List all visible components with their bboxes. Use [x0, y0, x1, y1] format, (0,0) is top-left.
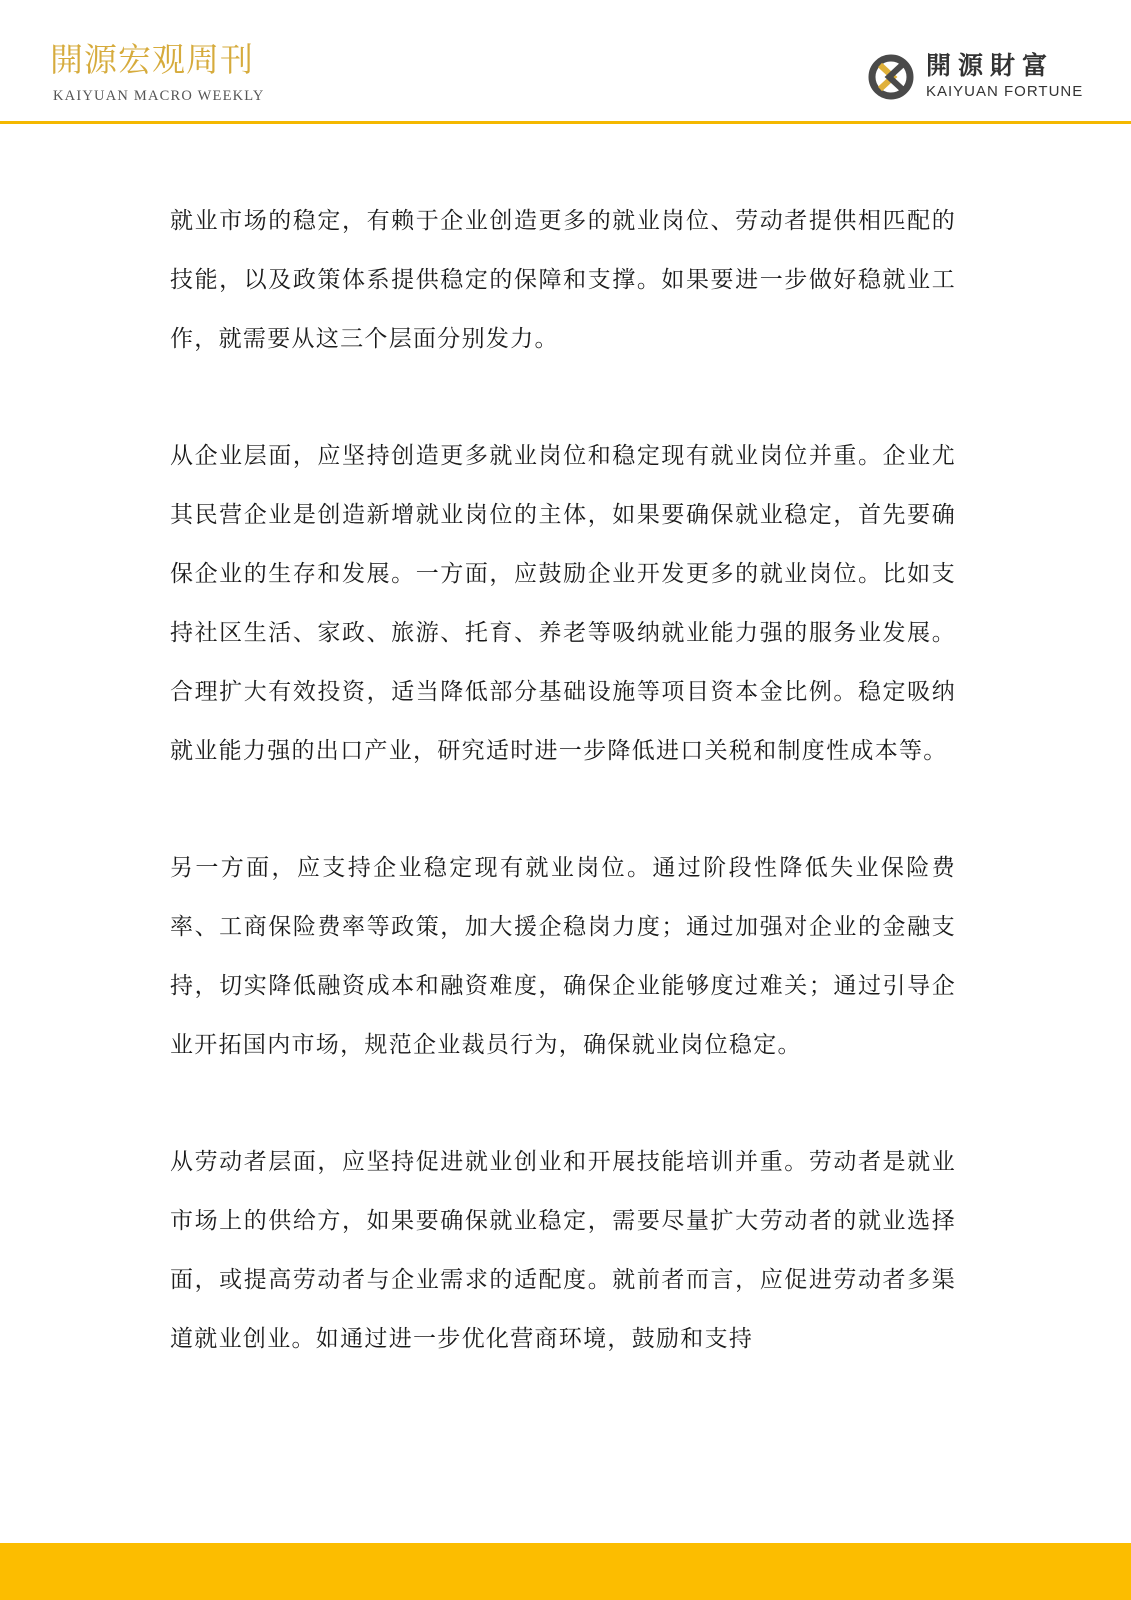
paragraph: 从劳动者层面，应坚持促进就业创业和开展技能培训并重。劳动者是就业市场上的供给方，如果要确保就业稳定，需要尽量扩大劳动者的就业选择面，或提高劳动者与企业需求的适配度。就前者而言，应促进劳动者多渠道就业创业。如通过进一步优化营商环境，鼓励和支持 — [170, 1149, 956, 1352]
paragraph: 就业市场的稳定，有赖于企业创造更多的就业岗位、劳动者提供相匹配的技能，以及政策体系提供稳定的保障和支撑。如果要进一步做好稳就业工作，就需要从这三个层面分别发力。 — [170, 208, 956, 352]
paragraph: 另一方面，应支持企业稳定现有就业岗位。通过阶段性降低失业保险费率、工商保险费率等政策，加大援企稳岗力度；通过加强对企业的金融支持，切实降低融资成本和融资难度，确保企业能够度过难关；通过引导企业开拓国内市场，规范企业裁员行为，确保就业岗位稳定。 — [170, 855, 956, 1058]
publication-title: 開源宏观周刊 — [50, 40, 254, 79]
footer-band — [0, 1543, 1131, 1600]
logo-chinese-name: 開源財富 — [926, 51, 1055, 80]
publication-subtitle: KAIYUAN MACRO WEEKLY — [53, 88, 265, 104]
page-header — [0, 0, 1131, 124]
logo-english-name: KAIYUAN FORTUNE — [926, 83, 1084, 100]
header-divider — [0, 121, 1131, 124]
company-logo — [866, 50, 1106, 110]
kaiyuan-logo-icon — [866, 52, 916, 102]
article-body — [170, 192, 956, 1427]
paragraph: 从企业层面，应坚持创造更多就业岗位和稳定现有就业岗位并重。企业尤其民营企业是创造新增就业岗位的主体，如果要确保就业稳定，首先要确保企业的生存和发展。一方面，应鼓励企业开发更多的就业岗位。比如支持社区生活、家政、旅游、托育、养老等吸纳就业能力强的服务业发展。合理扩大有效投资，适当降低部分基础设施等项目资本金比例。稳定吸纳就业能力强的出口产业，研究适时进一步降低进口关税和制度性成本等。 — [170, 443, 956, 764]
